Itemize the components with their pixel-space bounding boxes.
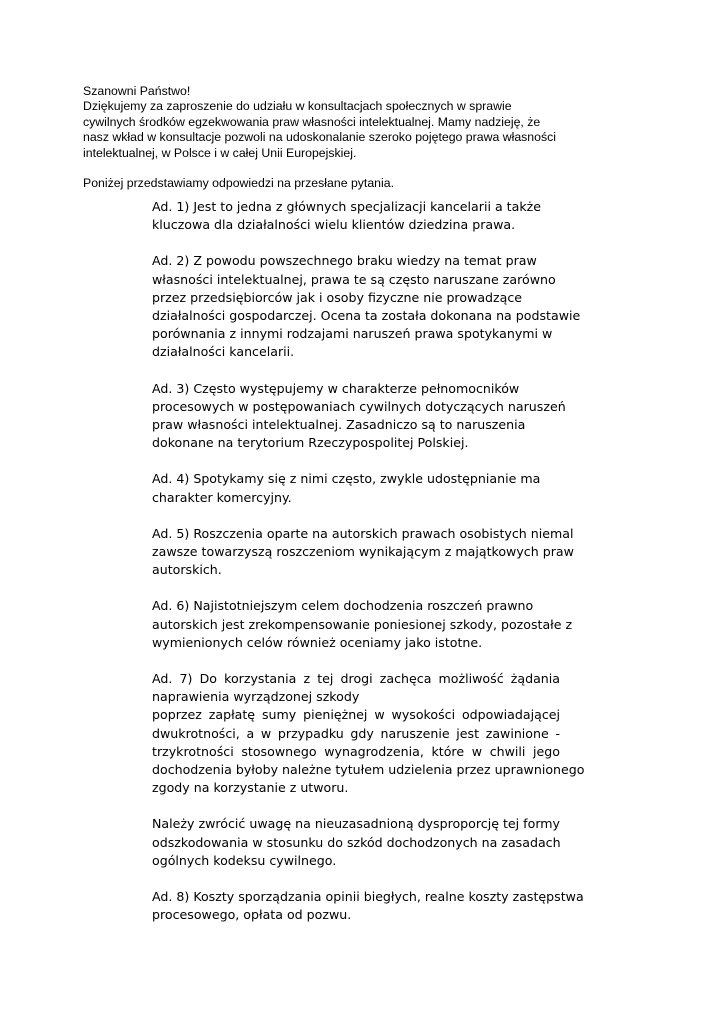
answer-line: dochodzenia byłoby należne tytułem udzielenia przez uprawnionego <box>152 762 585 778</box>
answer-line: Ad. 1) Jest to jedna z głównych specjalizacji kancelarii a także <box>152 199 541 214</box>
intro-line: intelektualnej, w Polsce i w całej Unii Europejskiej. <box>83 145 357 160</box>
answer-line: Ad. 6) Najistotniejszym celem dochodzenia roszczeń prawno <box>152 598 534 614</box>
paragraph-gap <box>152 507 560 525</box>
answer-line: kluczowa dla działalności wielu klientów dziedzina prawa. <box>152 217 516 233</box>
answer-line: poprzez zapłatę sumy pieniężnej w wysokości odpowiadającej <box>152 707 560 723</box>
answer-line: Ad. 5) Roszczenia oparte na autorskich prawach osobistych niemal <box>152 525 574 541</box>
answer-2 <box>152 252 581 361</box>
paragraph-gap <box>152 652 560 670</box>
answer-line: Należy zwrócić uwagę na nieuzasadnioną dysproporcję tej formy <box>152 816 560 832</box>
paragraph-gap <box>152 870 560 888</box>
answer-line: własności intelektualnej, prawa te są często naruszane zarówno <box>152 271 556 287</box>
paragraph-gap <box>152 362 560 380</box>
answer-line: trzykrotności stosownego wynagrodzenia, które w chwili jego <box>152 743 560 759</box>
answer-line: zgody na korzystanie z utworu. <box>152 780 349 796</box>
answer-line: działalności gospodarczej. Ocena ta została dokonana na podstawie <box>152 308 581 324</box>
answer-6 <box>152 597 573 652</box>
answers-section <box>152 198 585 925</box>
answer-5 <box>152 525 574 580</box>
answer-line: przez przedsiębiorców jak i osoby fizyczne nie prowadzące <box>152 289 523 305</box>
intro-line: Szanowni Państwo! <box>83 84 191 98</box>
answer-line: charakter komercyjny. <box>152 489 292 505</box>
paragraph-gap <box>152 234 560 252</box>
paragraph-gap <box>152 579 560 597</box>
answer-line: Ad. 4) Spotykamy się z nimi często, zwykle udostępnianie ma <box>152 471 541 487</box>
answer-line: działalności kancelarii. <box>152 344 295 360</box>
intro-line: cywilnych środków egzekwowania praw własności intelektualnej. Mamy nadzieję, że <box>83 114 541 129</box>
intro-section <box>83 84 643 191</box>
intro-line: nasz wkład w konsultacje pozwoli na udoskonalanie szeroko pojętego prawa własności <box>83 130 557 145</box>
intro-paragraph <box>83 99 643 161</box>
answer-line: procesowego, opłata od pozwu. <box>152 907 352 923</box>
answer-line: procesowych w postępowaniach cywilnych dotyczących naruszeń <box>152 398 566 414</box>
answer-line: wymienionych celów również oceniamy jako istotne. <box>152 634 483 650</box>
answer-line: Ad. 2) Z powodu powszechnego braku wiedzy na temat praw <box>152 253 537 269</box>
answer-line: dokonane na terytorium Rzeczypospolitej Polskiej. <box>152 435 469 451</box>
intro-lead-text: Poniżej przedstawiamy odpowiedzi na przesłane pytania. <box>83 176 395 191</box>
answer-7-note <box>152 815 560 870</box>
answer-4 <box>152 470 560 506</box>
answer-line: dwukrotności, a w przypadku gdy naruszenie jest zawinione - <box>152 725 560 741</box>
answer-3 <box>152 380 566 453</box>
answer-line: ogólnych kodeksu cywilnego. <box>152 852 337 868</box>
answer-line: naprawienia wyrządzonej szkody <box>152 689 360 705</box>
answer-line: Ad. 7) Do korzystania z tej drogi zachęca możliwość żądania <box>152 671 560 687</box>
answer-1 <box>152 198 560 234</box>
answer-7 <box>152 670 585 797</box>
paragraph-gap <box>152 797 560 815</box>
answer-line: Ad. 8) Koszty sporządzania opinii biegłych, realne koszty zastępstwa <box>152 889 584 905</box>
answer-line: Ad. 3) Często występujemy w charakterze pełnomocników <box>152 380 520 396</box>
answer-line: praw własności intelektualnej. Zasadniczo są to naruszenia <box>152 417 526 433</box>
answer-line: zawsze towarzyszą roszczeniom wynikającym z majątkowych praw <box>152 544 574 560</box>
answer-line: porównania z innymi rodzajami naruszeń prawa spotykanymi w <box>152 326 553 342</box>
paragraph-gap <box>152 452 560 470</box>
answer-8 <box>152 888 584 924</box>
answer-line: odszkodowania w stosunku do szkód dochodzonych na zasadach <box>152 834 561 850</box>
intro-lead <box>83 176 643 191</box>
answer-line: autorskich jest zrekompensowanie poniesionej szkody, pozostałe z <box>152 616 573 632</box>
intro-line: Dziękujemy za zaproszenie do udziału w konsultacjach społecznych w sprawie <box>83 99 512 114</box>
answer-line: autorskich. <box>152 562 222 578</box>
greeting <box>83 84 643 99</box>
